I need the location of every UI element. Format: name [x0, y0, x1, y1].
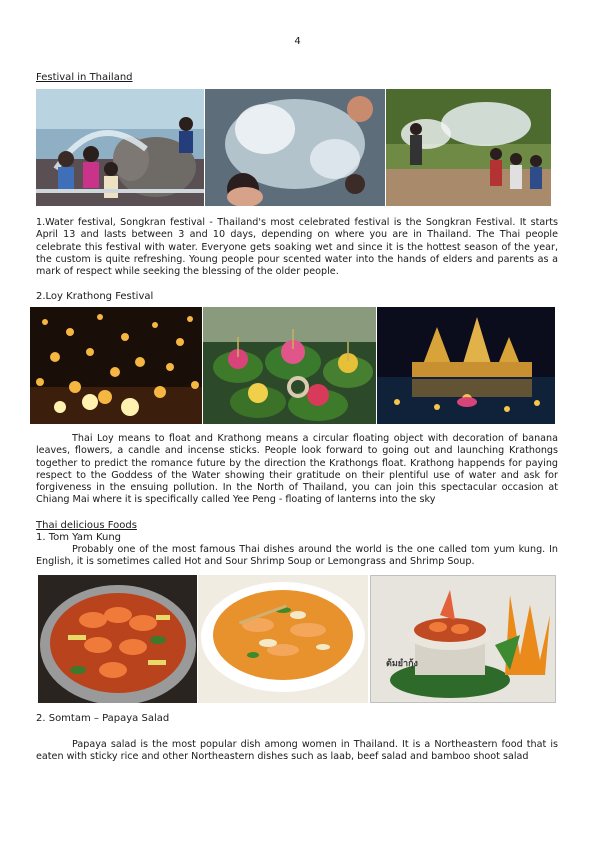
loy-krathong-heading: 2.Loy Krathong Festival	[36, 291, 154, 302]
temple-night-photo	[377, 307, 555, 424]
somtam-heading: 2. Somtam – Papaya Salad	[36, 713, 170, 724]
tom-yam-paragraph: Probably one of the most famous Thai dishes around the world is the one called tom yum kung. In English, it is sometimes called Hot and Sour Shrimp Soup or Lemongrass and Shrimp Soup.	[36, 544, 558, 568]
tom-yam-hotpot-photo	[370, 575, 556, 703]
tom-yam-pot-photo	[38, 575, 197, 703]
krathongs-photo	[203, 307, 376, 424]
loy-krathong-paragraph: Thai Loy means to float and Krathong means a circular floating object with decoration of banana leaves, flowers, a candle and incense sticks. People look forward to going out and launching Krathongs together to predict the romance future by the direction the Krathongs float. Krathong happends for paying respect to the Goddess of the Water showing their gratitude on their plentiful use of water and ask for forgiveness in the ensuing pollution. In the North of Thailand, you can join this spectacular occasion at Chiang Mai where it is specifically called Yee Peng - floating of lanterns into the sky	[36, 433, 558, 506]
songkran-street-photo	[386, 89, 551, 206]
tom-yam-bowl-photo	[198, 575, 368, 703]
somtam-paragraph: Papaya salad is the most popular dish among women in Thailand. It is a Northeastern food that is eaten with sticky rice and other Northeastern dishes such as laab, beef salad and bamboo shoot salad	[36, 739, 558, 763]
foods-heading: Thai delicious Foods	[36, 520, 137, 531]
songkran-elephant-photo	[36, 89, 204, 206]
songkran-splash-photo	[205, 89, 385, 206]
tom-yam-heading: 1. Tom Yam Kung	[36, 532, 122, 543]
page-number: 4	[294, 36, 301, 47]
tom-yam-photo-watermark: ต้มยำกุ้ง	[386, 659, 418, 669]
festival-heading: Festival in Thailand	[36, 72, 133, 83]
lanterns-photo	[30, 307, 202, 424]
songkran-paragraph: 1.Water festival, Songkran festival - Thailand's most celebrated festival is the Songkran Festival. It starts April 13 and lasts between 3 and 10 days, depending on where you are in Thailand. The Thai people celebrate this festival with water. Everyone gets soaking wet and since it is the hottest season of the year, the custom is quite refreshing. Young people pour scented water into the hands of elders and parents as a mark of respect while seeking the blessing of the older people.	[36, 217, 558, 278]
